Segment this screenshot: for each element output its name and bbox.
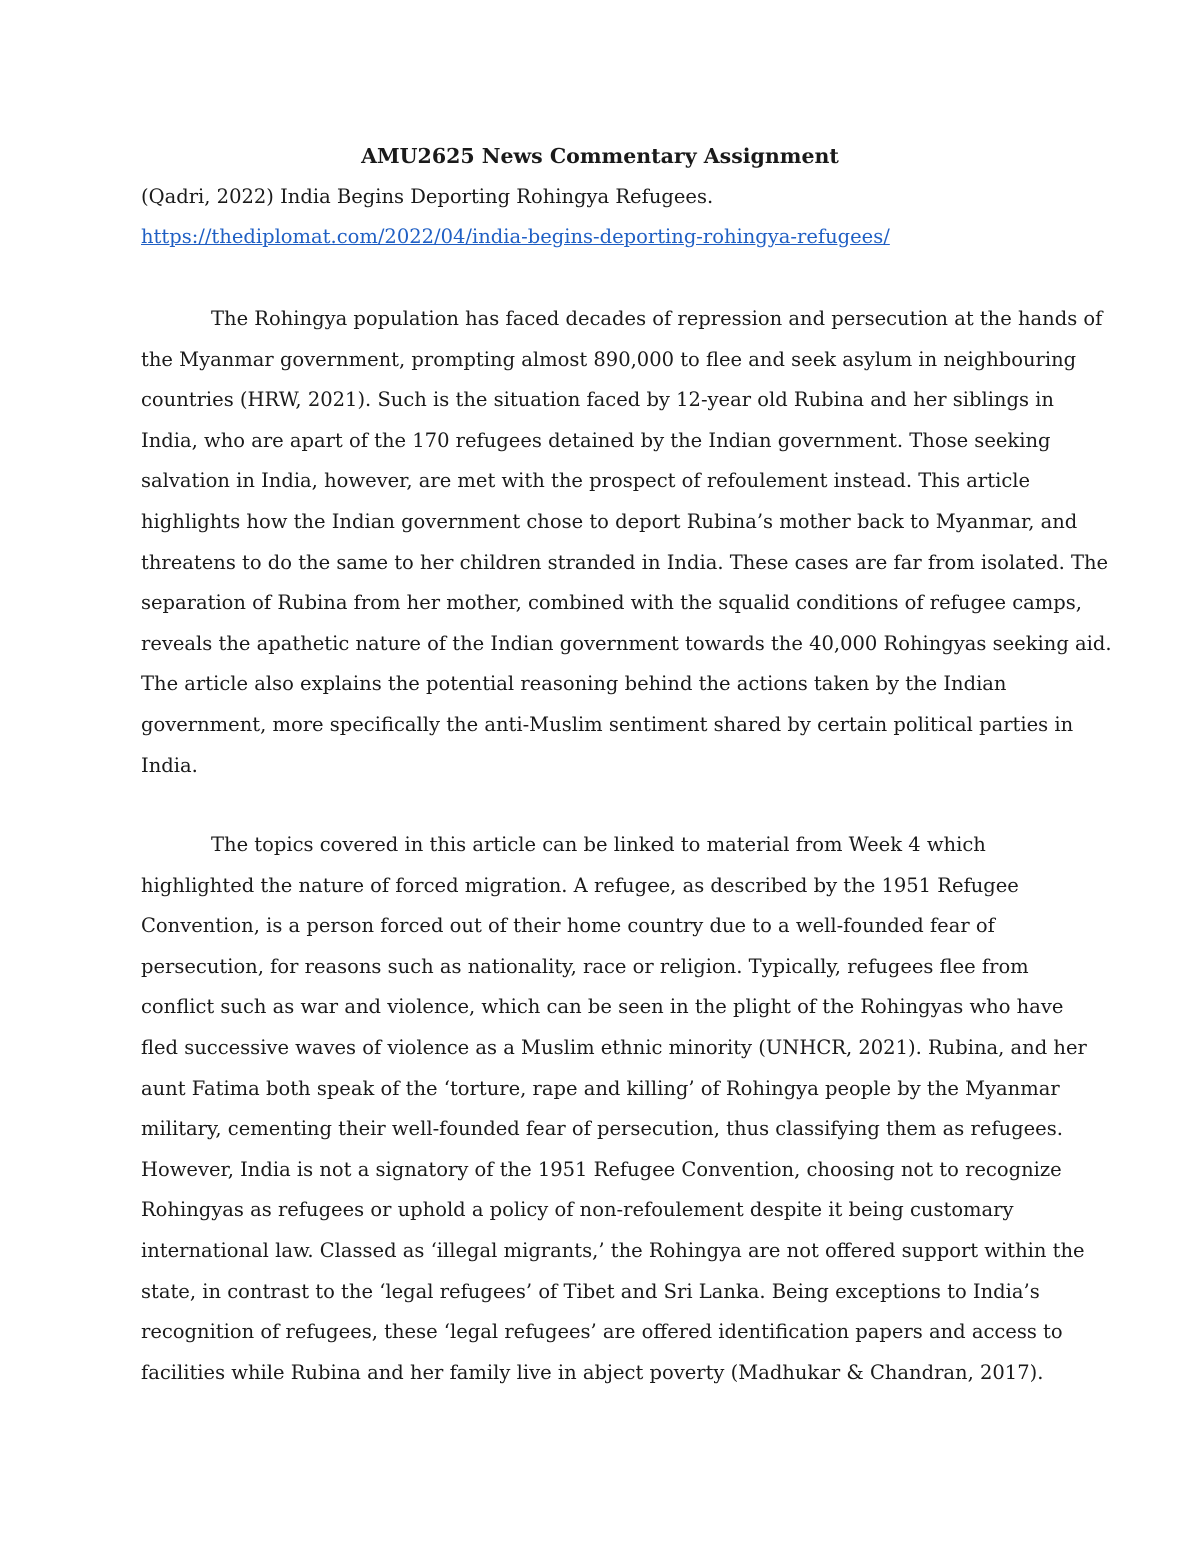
paragraph-line: international law. Classed as ‘illegal migrants,’ the Rohingya are not offered support within the: [141, 1239, 1085, 1262]
paragraph-line: recognition of refugees, these ‘legal refugees’ are offered identification papers and access to: [141, 1320, 1063, 1344]
paragraph-line: facilities while Rubina and her family live in abject poverty (Madhukar & Chandran, 2017).: [141, 1360, 1044, 1384]
paragraph-line: However, India is not a signatory of the 1951 Refugee Convention, choosing not to recognize: [141, 1157, 1062, 1181]
paragraph-line: reveals the apathetic nature of the Indian government towards the 40,000 Rohingyas seeking aid.: [141, 631, 1112, 655]
paragraph-line: separation of Rubina from her mother, combined with the squalid conditions of refugee camps,: [141, 591, 1082, 615]
paragraph-line: the Myanmar government, prompting almost 890,000 to flee and seek asylum in neighbouring: [141, 347, 1077, 371]
paragraph-line: state, in contrast to the ‘legal refugees’ of Tibet and Sri Lanka. Being exceptions to India’s: [141, 1279, 1040, 1303]
article-link[interactable]: https://thediplomat.com/2022/04/india-begins-deporting-rohingya-refugees/: [141, 225, 890, 248]
paragraph-line: aunt Fatima both speak of the ‘torture, rape and killing’ of Rohingya people by the Myanmar: [141, 1076, 1060, 1100]
paragraph-line: conflict such as war and violence, which can be seen in the plight of the Rohingyas who have: [141, 995, 1064, 1019]
paragraph-line: threatens to do the same to her children stranded in India. These cases are far from isolated. The: [141, 550, 1109, 574]
paragraph-line: The topics covered in this article can be linked to material from Week 4 which: [211, 833, 986, 856]
paragraph-line: military, cementing their well-founded fear of persecution, thus classifying them as refugees.: [141, 1117, 1063, 1141]
paragraph-line: countries (HRW, 2021). Such is the situation faced by 12-year old Rubina and her siblings in: [141, 388, 1054, 412]
paragraph-line: persecution, for reasons such as nationality, race or religion. Typically, refugees flee from: [141, 954, 1029, 978]
paragraph-line: The article also explains the potential reasoning behind the actions taken by the Indian: [141, 672, 1007, 696]
paragraph-line: highlights how the Indian government chose to deport Rubina’s mother back to Myanmar, and: [141, 510, 1078, 533]
paragraph-line: Convention, is a person forced out of their home country due to a well-founded fear of: [141, 914, 995, 938]
paragraph-line: salvation in India, however, are met with the prospect of refoulement instead. This article: [141, 469, 1031, 493]
paragraph-line: India.: [141, 753, 198, 777]
paragraph-line: Rohingyas as refugees or uphold a policy of non-refoulement despite it being customary: [141, 1198, 1014, 1222]
paragraph-line: government, more specifically the anti-Muslim sentiment shared by certain political parties in: [141, 713, 1074, 736]
paragraph-line: India, who are apart of the 170 refugees detained by the Indian government. Those seeking: [141, 428, 1051, 452]
paragraph-line: fled successive waves of violence as a Muslim ethnic minority (UNHCR, 2021). Rubina, and her: [141, 1036, 1087, 1059]
paragraph-line: The Rohingya population has faced decades of repression and persecution at the hands of: [211, 307, 1103, 330]
article-citation: (Qadri, 2022) India Begins Deporting Rohingya Refugees.: [141, 185, 714, 208]
document-title: AMU2625 News Commentary Assignment: [361, 144, 839, 168]
paragraph-line: highlighted the nature of forced migration. A refugee, as described by the 1951 Refugee: [141, 873, 1019, 897]
